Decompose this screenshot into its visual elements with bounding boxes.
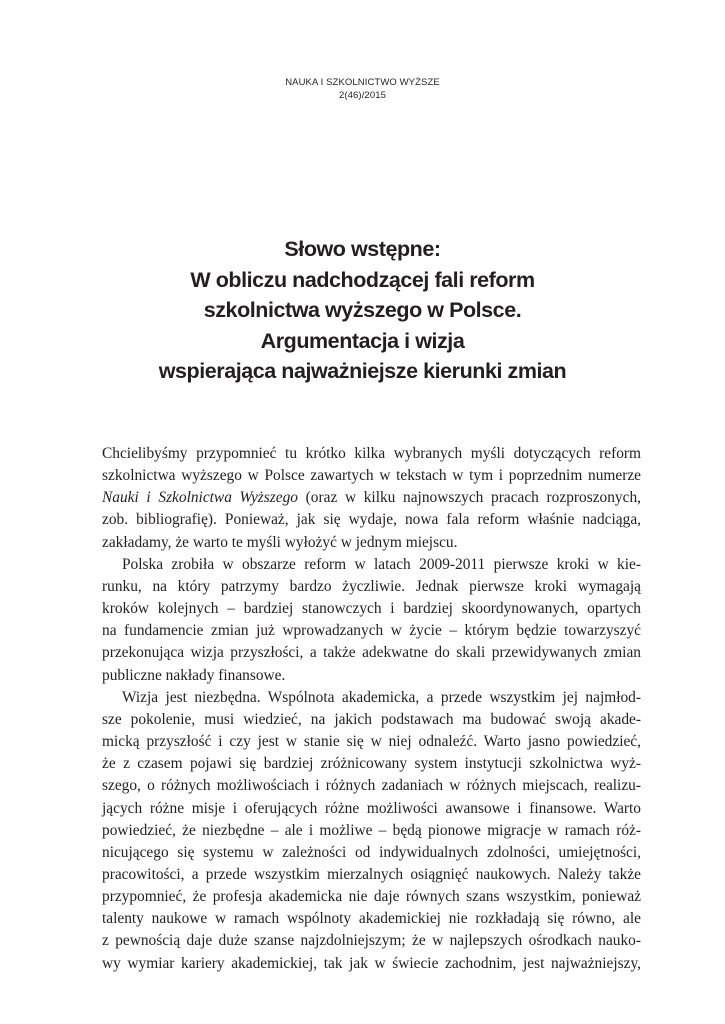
text-line: runku, na który patrzymy bardzo życzliwie. Jednak pierwsze kroki wymagają	[102, 577, 641, 595]
text-line: Polska zrobiła w obszarze reform w latach 2009-2011 pierwsze kroki w kie-	[122, 555, 641, 573]
text-line: na fundamencie zmian już wprowadzanych w życie – którym będzie towarzyszyć	[102, 622, 641, 640]
paragraph-3	[102, 687, 641, 975]
title-line: wspierająca najważniejsze kierunki zmian	[158, 359, 567, 383]
journal-name: NAUKA I SZKOLNICTWO WYŻSZE	[285, 77, 440, 88]
text-line: że z czasem pojawi się bardziej zróżnicowany system instytucji szkolnictwa wyż-	[102, 755, 641, 773]
text-line: powiedzieć, że niezbędne – ale i możliwe – będą pionowe migracje w ramach róż-	[102, 821, 641, 839]
title-line: szkolnictwa wyższego w Polsce.	[203, 298, 522, 322]
text-line: talenty naukowe w ramach wspólnoty akademickiej nie rozkładają się równo, ale	[102, 910, 641, 928]
paragraph-1	[102, 443, 641, 554]
text-line: wy wymiar kariery akademickiej, tak jak w świecie zachodnim, jest najważniejszy,	[102, 954, 641, 972]
paragraph-2	[102, 554, 641, 687]
running-head	[0, 76, 725, 102]
text-line: szego, o różnych możliwościach i różnych zadaniach w różnych miejscach, realizu-	[102, 777, 641, 795]
text-line: Chcielibyśmy przypomnieć tu krótko kilka wybranych myśli dotyczących reform	[102, 445, 641, 462]
text-fragment: (oraz w kilku najnowszych pracach rozproszonych,	[298, 489, 641, 507]
text-line: nicującego się systemu w zależności od indywidualnych zdolności, umiejętności,	[102, 843, 641, 861]
text-line: zakładamy, że warto te myśli wyłożyć w jednym miejscu.	[102, 533, 458, 551]
text-line: zob. bibliografię). Ponieważ, jak się wydaje, nowa fala reform właśnie nadciąga,	[102, 511, 641, 529]
article-body	[102, 443, 641, 975]
title-line: Argumentacja i wizja	[260, 328, 465, 353]
text-line: kroków kolejnych – bardziej stanowczych i bardziej skoordynowanych, opartych	[102, 600, 641, 618]
text-line: szkolnictwa wyższego w Polsce zawartych w tekstach w tym i poprzednim numerze	[102, 467, 641, 485]
journal-title-italic: Nauki i Szkolnictwa Wyższego	[102, 489, 298, 507]
text-line: Wizja jest niezbędna. Wspólnota akademicka, a przede wszystkim jej najmłod-	[122, 688, 641, 706]
text-line: przypomnieć, że profesja akademicka nie daje równych szans wszystkim, ponieważ	[102, 888, 641, 906]
article-title	[60, 234, 665, 387]
issue-number: 2(46)/2015	[339, 90, 386, 101]
title-line: W obliczu nadchodzącej fali reform	[190, 267, 535, 292]
text-line: micką przyszłość i czy jest w stanie się w niej odnaleźć. Warto jasno powiedzieć,	[102, 733, 641, 751]
text-line: publiczne nakłady finansowe.	[102, 666, 286, 684]
text-line: pracowitości, a przede wszystkim mierzalnych osiągnięć naukowych. Należy także	[102, 865, 641, 883]
text-line: jących różne misje i oferujących różne możliwości awansowe i finansowe. Warto	[102, 799, 641, 817]
text-line: z pewnością daje duże szanse najzdolniejszym; że w najlepszych ośrodkach nauko-	[102, 932, 641, 950]
title-line: Słowo wstępne:	[284, 237, 441, 261]
text-line	[102, 487, 641, 509]
text-line: sze pokolenie, musi wiedzieć, na jakich podstawach ma budować swoją akade-	[102, 710, 641, 728]
text-line: przekonująca wizja przyszłości, a także adekwatne do skali przewidywanych zmian	[102, 644, 641, 662]
